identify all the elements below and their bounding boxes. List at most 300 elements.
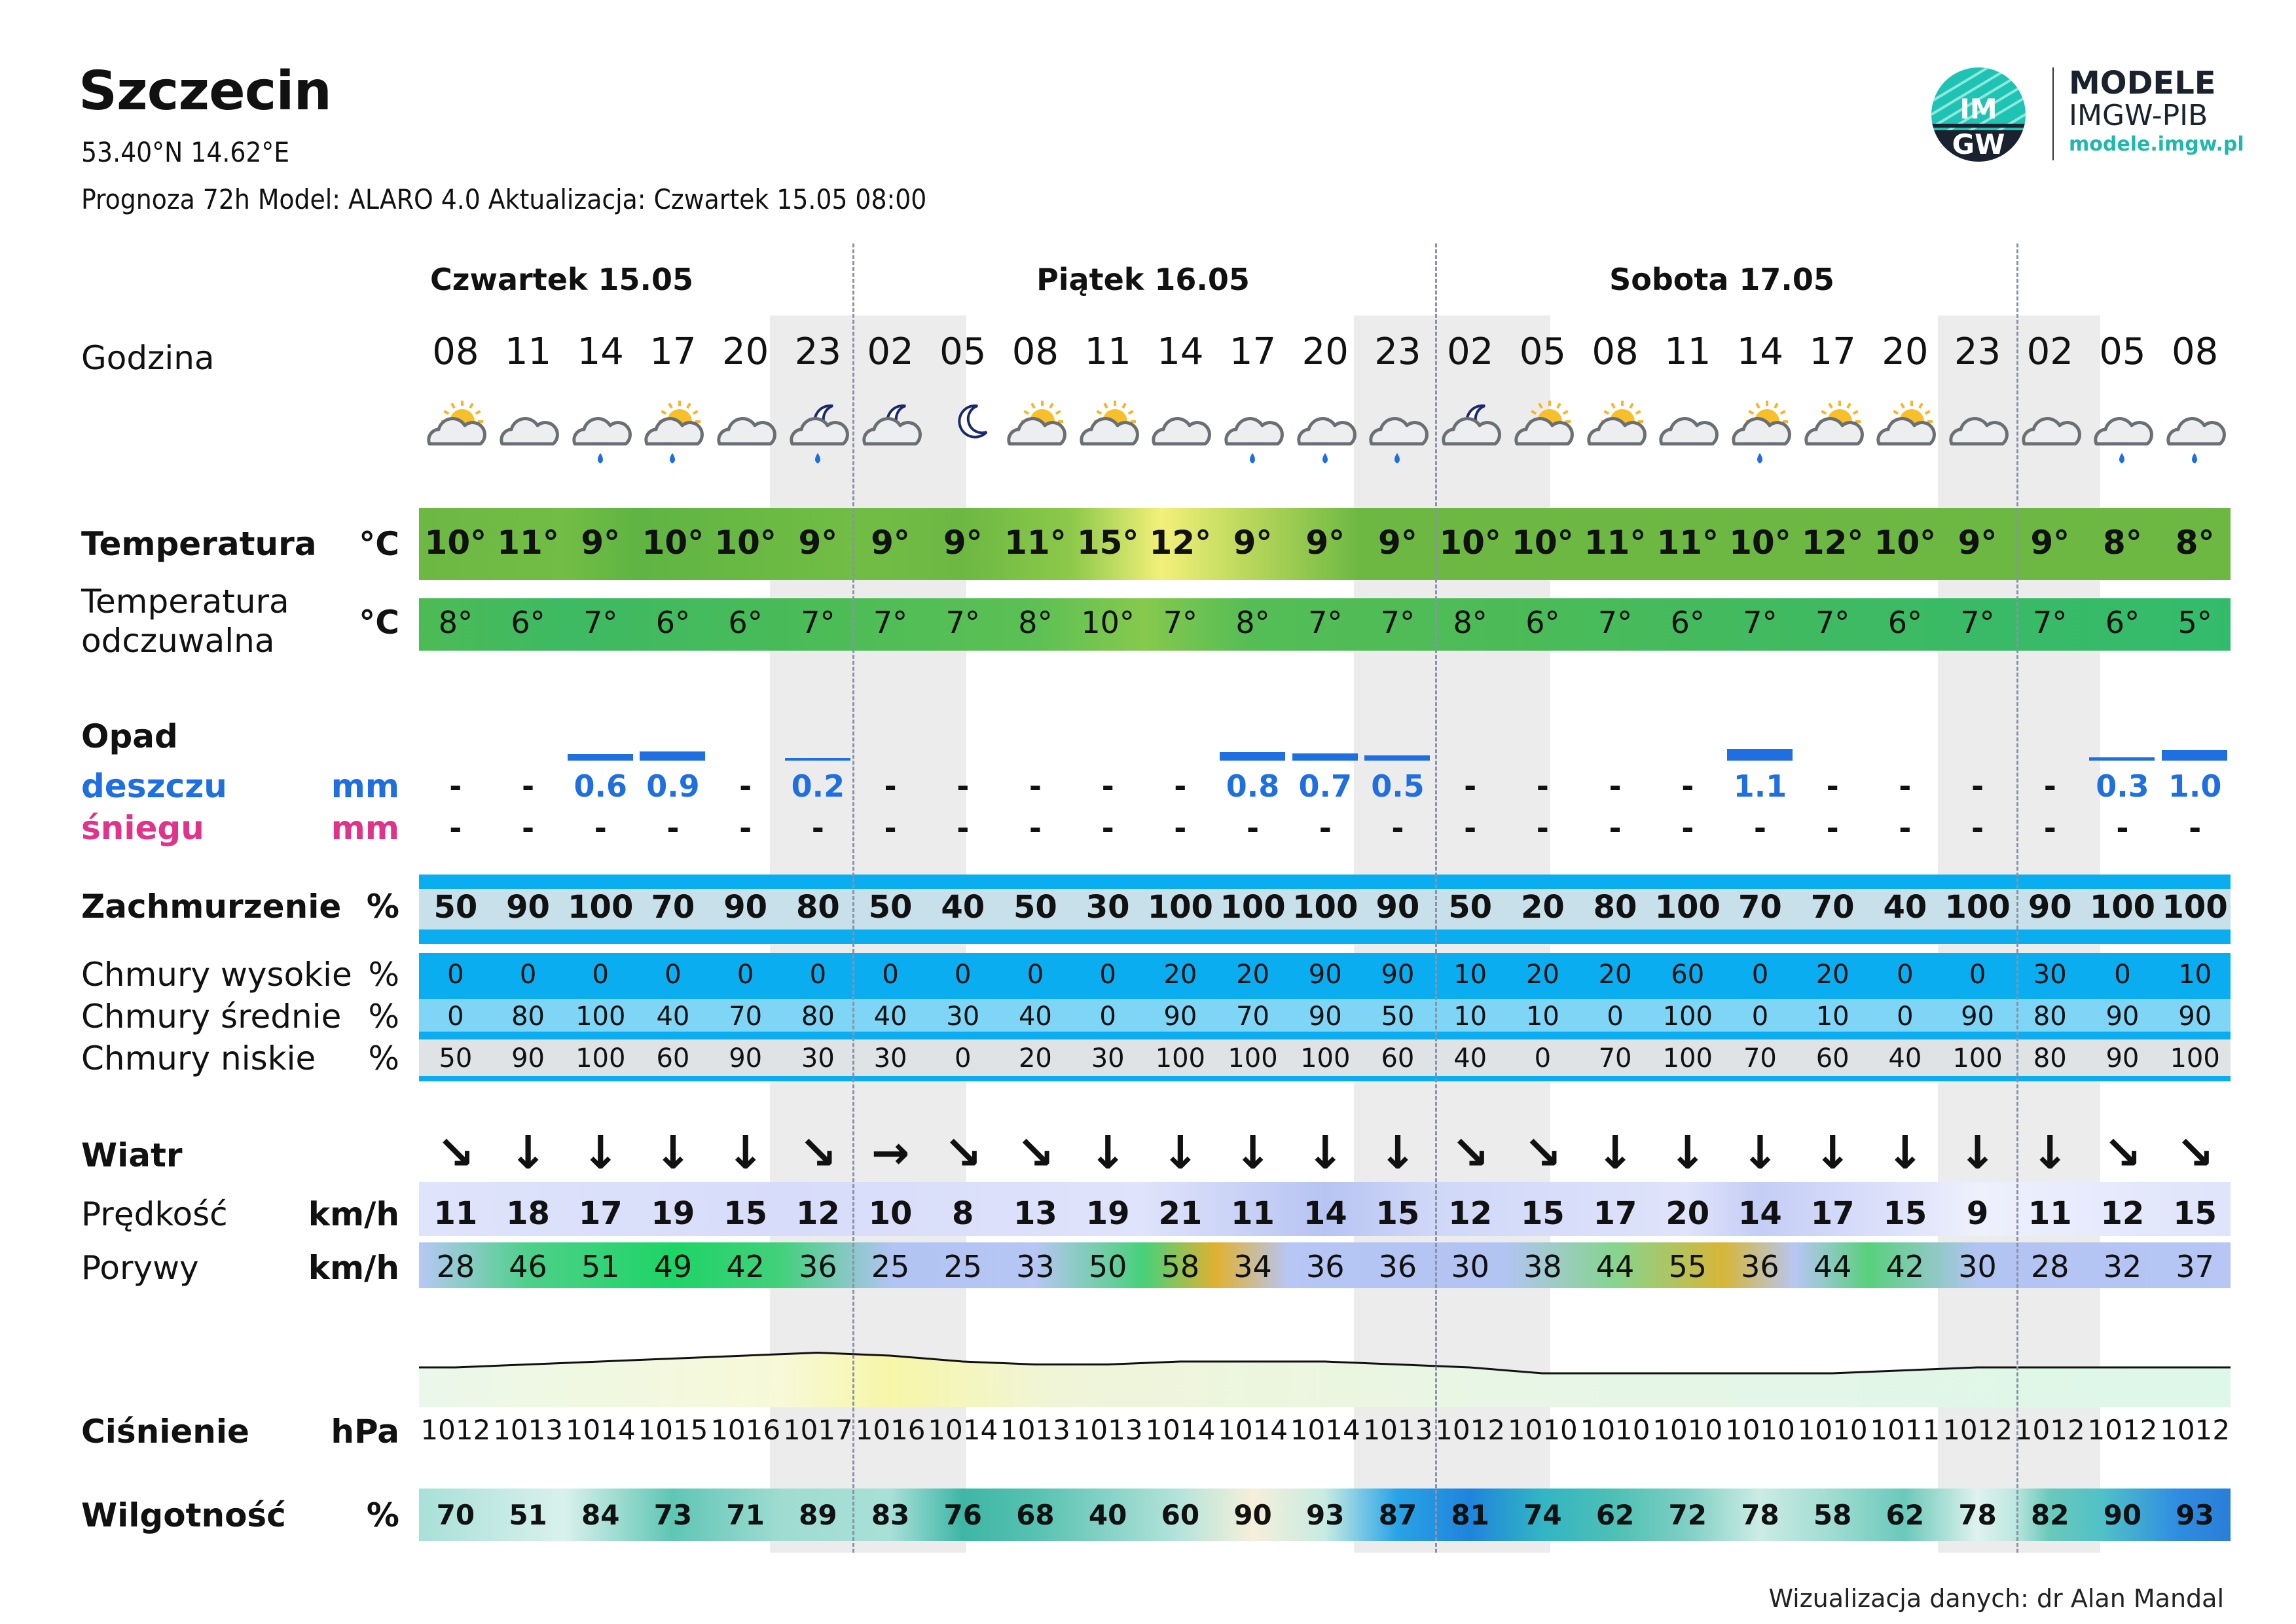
- rain-value: 0.3: [2096, 768, 2149, 804]
- wind-direction-arrow: ↓: [1886, 1126, 1925, 1180]
- pressure-value: 1012: [420, 1414, 491, 1446]
- wind-speed-value: 11: [433, 1195, 478, 1232]
- wind-speed-value: 15: [2173, 1195, 2217, 1232]
- wind-speed-value: 9: [1966, 1195, 1989, 1232]
- temperature-value: 8°: [2103, 524, 2142, 562]
- hour-label: 14: [1157, 331, 1204, 373]
- partly-cloudy-night-rain-icon: [782, 393, 854, 484]
- clouds-high-value: 20: [1163, 960, 1197, 990]
- gusts-value: 25: [871, 1249, 910, 1284]
- hour-label: 08: [432, 331, 479, 373]
- gusts-value: 36: [1741, 1249, 1779, 1284]
- hour-label: 17: [649, 331, 697, 373]
- cloudy-rain-icon: [1289, 393, 1361, 484]
- cloudy-rain-icon: [2159, 393, 2231, 484]
- pressure-value: 1014: [565, 1414, 636, 1446]
- clouds-high-value: 10: [2178, 960, 2212, 990]
- temperature-value: 12°: [1801, 524, 1864, 562]
- wind-speed-value: 15: [723, 1195, 768, 1232]
- coordinates: 53.40°N 14.62°E: [81, 136, 290, 168]
- feels-like-label: Temperatura: [81, 583, 289, 621]
- clouds-value: 90: [2028, 889, 2072, 926]
- humidity-value: 58: [1813, 1499, 1852, 1531]
- snow-value: -: [1029, 810, 1042, 846]
- wind-speed-value: 19: [651, 1195, 695, 1232]
- wind-speed-value: 13: [1013, 1195, 1057, 1232]
- rain-bar: [640, 751, 705, 761]
- pressure-value: 1013: [493, 1414, 563, 1446]
- pressure-unit: hPa: [331, 1413, 399, 1451]
- clouds-high-value: 0: [1897, 960, 1914, 990]
- humidity-value: 78: [1958, 1499, 1997, 1531]
- clouds-low-value: 90: [729, 1043, 763, 1074]
- humidity-value: 89: [799, 1499, 837, 1531]
- humidity-value: 83: [871, 1499, 910, 1531]
- clouds-low-value: 0: [1534, 1043, 1552, 1074]
- gusts-unit: km/h: [308, 1249, 399, 1287]
- clouds-value: 100: [568, 889, 634, 926]
- clouds-value: 100: [2089, 889, 2156, 926]
- pressure-value: 1014: [1145, 1414, 1216, 1446]
- feels-like-value: 6°: [2105, 605, 2140, 640]
- pressure-value: 1012: [2087, 1414, 2158, 1446]
- svg-text:IM: IM: [1959, 93, 1997, 125]
- clouds-mid-value: 0: [1751, 1001, 1769, 1032]
- clouds-low-value: 80: [2033, 1043, 2067, 1074]
- clouds-mid-unit: %: [368, 998, 399, 1036]
- temperature-value: 10°: [1439, 524, 1501, 562]
- rain-value: -: [884, 768, 897, 804]
- humidity-value: 70: [436, 1499, 475, 1531]
- snow-value: -: [1899, 810, 1912, 846]
- feels-like-value: 7°: [873, 605, 908, 640]
- cloudy-icon: [1144, 393, 1216, 484]
- clouds-high-value: 20: [1236, 960, 1269, 990]
- clouds-high-value: 90: [1308, 960, 1342, 990]
- feels-like-value: 7°: [583, 605, 618, 640]
- rain-value: -: [957, 768, 970, 804]
- pressure-value: 1016: [710, 1414, 781, 1446]
- rain-value: -: [1681, 768, 1694, 804]
- rain-value: -: [1826, 768, 1839, 804]
- temp-unit: °C: [359, 525, 399, 563]
- clouds-value: 90: [506, 889, 550, 926]
- wind-direction-arrow: ↓: [1233, 1126, 1272, 1180]
- snow-value: -: [739, 810, 752, 846]
- temperature-value: 12°: [1149, 524, 1212, 562]
- wind-direction-arrow: ↘: [2176, 1126, 2214, 1180]
- clouds-high-value: 60: [1671, 960, 1705, 990]
- feels-like-value: 8°: [438, 605, 473, 640]
- clouds-high-value: 0: [1969, 960, 1986, 990]
- pressure-value: 1012: [1942, 1414, 2013, 1446]
- gusts-value: 30: [1958, 1249, 1997, 1284]
- pressure-graph: [419, 1342, 2231, 1407]
- snow-value: -: [811, 810, 824, 846]
- clouds-value: 100: [1292, 889, 1358, 926]
- wind-direction-arrow: ↘: [1451, 1126, 1489, 1180]
- wind-direction-arrow: ↓: [1378, 1126, 1417, 1180]
- wind-direction-arrow: ↓: [1958, 1126, 1997, 1180]
- clouds-high-value: 20: [1815, 960, 1850, 990]
- pressure-value: 1016: [855, 1414, 926, 1446]
- snow-value: -: [1464, 810, 1477, 846]
- clouds-mid-value: 0: [1607, 1001, 1624, 1032]
- gusts-value: 28: [2030, 1249, 2069, 1284]
- feels-like-value: 10°: [1081, 605, 1135, 640]
- clouds-mid-value: 10: [1525, 1001, 1559, 1032]
- clouds-mid-value: 0: [1897, 1001, 1914, 1032]
- pressure-value: 1010: [1507, 1414, 1578, 1446]
- temperature-value: 11°: [1656, 524, 1719, 562]
- feels-like-value: 7°: [1597, 605, 1633, 640]
- wind-direction-arrow: ↓: [1813, 1126, 1852, 1180]
- hour-label: 02: [2026, 331, 2073, 373]
- clouds-high-value: 0: [1751, 960, 1769, 990]
- wind-direction-arrow: ↓: [1305, 1126, 1345, 1180]
- clouds-low-value: 100: [575, 1043, 626, 1074]
- clouds-high-value: 0: [665, 960, 682, 990]
- hour-label: 08: [2172, 331, 2219, 373]
- gusts-value: 36: [1378, 1249, 1417, 1284]
- sunny-cloud-icon: [1868, 393, 1941, 484]
- clouds-low-value: 60: [1381, 1043, 1415, 1074]
- clouds-high-value: 20: [1525, 960, 1559, 990]
- pressure-value: 1014: [1218, 1414, 1288, 1446]
- humidity-value: 84: [581, 1499, 620, 1531]
- snow-value: -: [1101, 810, 1114, 846]
- wind-speed-value: 17: [578, 1195, 623, 1232]
- sunny-cloud-icon: [1072, 393, 1144, 484]
- partly-cloudy-day-icon: [419, 393, 491, 484]
- pressure-value: 1012: [2014, 1414, 2085, 1446]
- hour-label: 20: [1882, 331, 1929, 373]
- gusts-value: 28: [436, 1249, 475, 1284]
- rain-value: -: [739, 768, 752, 804]
- snow-value: -: [1536, 810, 1549, 846]
- rain-value: -: [1464, 768, 1477, 804]
- pressure-value: 1014: [928, 1414, 998, 1446]
- hour-label: 14: [1736, 331, 1784, 373]
- clear-night-icon: [926, 393, 998, 484]
- wind-speed-value: 18: [506, 1195, 550, 1232]
- clouds-value: 100: [2162, 889, 2228, 926]
- clouds-mid-value: 10: [1815, 1001, 1850, 1032]
- speed-label: Prędkość: [81, 1195, 228, 1233]
- footer-credit: Wizualizacja danych: dr Alan Mandal: [1768, 1584, 2224, 1613]
- clouds-mid-value: 70: [729, 1001, 763, 1032]
- pressure-value: 1010: [1580, 1414, 1650, 1446]
- snow-value: -: [884, 810, 897, 846]
- gusts-value: 42: [1886, 1249, 1925, 1284]
- wind-speed-value: 12: [1448, 1195, 1493, 1232]
- feels-like-value: 7°: [1380, 605, 1415, 640]
- pressure-value: 1012: [1435, 1414, 1506, 1446]
- clouds-low-unit: %: [368, 1039, 399, 1077]
- humidity-value: 72: [1668, 1499, 1707, 1531]
- clouds-mid-value: 90: [1961, 1001, 1994, 1032]
- temperature-value: 9°: [1958, 524, 1997, 562]
- pressure-label: Ciśnienie: [81, 1413, 249, 1451]
- clouds-value: 90: [723, 889, 768, 926]
- feels-like-value: 8°: [1453, 605, 1487, 640]
- feels-like-value: 6°: [1525, 605, 1560, 640]
- clouds-high-value: 0: [592, 960, 609, 990]
- gusts-value: 32: [2103, 1249, 2142, 1284]
- partly-cloudy-night-icon: [854, 393, 926, 484]
- rain-value: -: [1536, 768, 1549, 804]
- pressure-value: 1010: [1797, 1414, 1868, 1446]
- snow-label: śniegu: [81, 809, 204, 847]
- clouds-low-value: 0: [955, 1043, 972, 1074]
- clouds-value: 80: [1593, 889, 1637, 926]
- temperature-value: 10°: [642, 524, 704, 562]
- humidity-value: 93: [1306, 1499, 1345, 1531]
- clouds-mid-value: 30: [946, 1001, 980, 1032]
- feels-like-value: 8°: [1235, 605, 1270, 640]
- wind-direction-arrow: ↘: [2103, 1126, 2142, 1180]
- humidity-value: 71: [726, 1499, 765, 1531]
- hour-label: 17: [1809, 331, 1856, 373]
- temperature-value: 10°: [1512, 524, 1574, 562]
- snow-value: -: [957, 810, 970, 846]
- logo-url: modele.imgw.pl: [2069, 133, 2244, 156]
- clouds-low-value: 100: [2170, 1043, 2220, 1074]
- humidity-value: 60: [1161, 1499, 1200, 1531]
- clouds-value: 100: [1220, 889, 1286, 926]
- hour-label: 23: [1374, 331, 1421, 373]
- feels-like-value: 6°: [655, 605, 691, 640]
- rain-value: -: [449, 768, 462, 804]
- pressure-value: 1011: [1870, 1414, 1941, 1446]
- clouds-high-value: 20: [1598, 960, 1632, 990]
- humidity-value: 82: [2031, 1499, 2069, 1531]
- clouds-mid-value: 40: [1018, 1001, 1052, 1032]
- clouds-value: 40: [1883, 889, 1927, 926]
- snow-value: -: [666, 810, 680, 846]
- hour-label: 17: [1229, 331, 1277, 373]
- humidity-value: 51: [509, 1499, 547, 1531]
- clouds-mid-value: 100: [575, 1001, 626, 1032]
- snow-value: -: [1391, 810, 1404, 846]
- feels-like-value: 6°: [1670, 605, 1705, 640]
- day-title: Sobota 17.05: [1609, 262, 1834, 297]
- wind-speed-value: 19: [1085, 1195, 1130, 1232]
- wind-direction-arrow: ↓: [581, 1126, 620, 1180]
- clouds-value: 50: [1448, 889, 1493, 926]
- clouds-value: 50: [1013, 889, 1057, 926]
- partly-cloudy-day-rain-icon: [636, 393, 708, 484]
- clouds-low-value: 30: [1091, 1043, 1125, 1074]
- gusts-value: 44: [1595, 1249, 1635, 1284]
- cloudy-rain-icon: [1361, 393, 1433, 484]
- rain-value: -: [522, 768, 535, 804]
- wind-direction-arrow: ↓: [1161, 1126, 1200, 1180]
- clouds-mid-value: 80: [2033, 1001, 2067, 1032]
- pressure-value: 1010: [1652, 1414, 1723, 1446]
- wind-speed-value: 14: [1303, 1195, 1347, 1232]
- feels-like-value: 6°: [511, 605, 545, 640]
- humidity-label: Wilgotność: [81, 1496, 286, 1534]
- logo-title: MODELE: [2069, 65, 2216, 101]
- temperature-value: 10°: [1874, 524, 1937, 562]
- wind-direction-arrow: ↓: [726, 1126, 765, 1180]
- clouds-low-value: 60: [1815, 1043, 1850, 1074]
- partly-cloudy-day-icon: [999, 393, 1071, 484]
- wind-direction-arrow: ↓: [1668, 1126, 1707, 1180]
- clouds-high-value: 0: [519, 960, 537, 990]
- feels-like-value: 7°: [945, 605, 980, 640]
- pressure-value: 1013: [1000, 1414, 1070, 1446]
- temperature-value: 10°: [714, 524, 776, 562]
- snow-value: -: [1247, 810, 1260, 846]
- rain-value: -: [2043, 768, 2056, 804]
- temperature-value: 11°: [1004, 524, 1066, 562]
- feels-like-label-2: odczuwalna: [81, 622, 275, 660]
- cloudy-icon: [1941, 393, 2013, 484]
- cloudy-icon: [492, 393, 564, 484]
- day-title: Piątek 16.05: [1036, 262, 1250, 297]
- wind-speed-value: 11: [1231, 1195, 1275, 1232]
- wind-speed-value: 17: [1810, 1195, 1855, 1232]
- wind-direction-arrow: ↓: [1595, 1126, 1635, 1180]
- temperature-value: 15°: [1076, 524, 1139, 562]
- wind-label: Wiatr: [81, 1136, 183, 1174]
- pressure-value: 1017: [782, 1414, 853, 1446]
- wind-direction-arrow: ↓: [1088, 1126, 1127, 1180]
- wind-direction-arrow: ↘: [1016, 1126, 1055, 1180]
- wind-direction-arrow: →: [871, 1126, 910, 1180]
- clouds-value: 30: [1085, 889, 1130, 926]
- clouds-value: 70: [651, 889, 695, 926]
- wind-speed-value: 21: [1158, 1195, 1203, 1232]
- partly-cloudy-day-icon: [1579, 393, 1651, 484]
- clouds-value: 100: [1944, 889, 2011, 926]
- rain-value: -: [1971, 768, 1984, 804]
- hour-label: 11: [504, 331, 552, 373]
- pressure-value: 1015: [638, 1414, 708, 1446]
- wind-speed-value: 14: [1738, 1195, 1782, 1232]
- gusts-value: 36: [799, 1249, 837, 1284]
- clouds-value: 20: [1520, 889, 1565, 926]
- gusts-label: Porywy: [81, 1249, 199, 1287]
- snow-value: -: [1826, 810, 1839, 846]
- clouds-high-value: 10: [1453, 960, 1487, 990]
- wind-direction-arrow: ↘: [943, 1126, 983, 1180]
- snow-value: -: [1753, 810, 1766, 846]
- snow-value: -: [449, 810, 462, 846]
- clouds-low-value: 100: [1662, 1043, 1713, 1074]
- gusts-value: 49: [653, 1249, 693, 1284]
- gusts-value: 36: [1305, 1249, 1345, 1284]
- wind-speed-value: 12: [2100, 1195, 2145, 1232]
- wind-direction-arrow: ↓: [509, 1126, 547, 1180]
- humidity-value: 93: [2176, 1499, 2214, 1531]
- pressure-value: 1013: [1362, 1414, 1433, 1446]
- humidity-value: 62: [1595, 1499, 1635, 1531]
- snow-value: -: [1609, 810, 1622, 846]
- clouds-mid-value: 0: [1099, 1001, 1116, 1032]
- clouds-high-value: 90: [1381, 960, 1415, 990]
- rain-value: -: [1174, 768, 1187, 804]
- rain-value: 0.2: [791, 768, 845, 804]
- temperature-value: 9°: [1305, 524, 1345, 562]
- snow-value: -: [1319, 810, 1332, 846]
- clouds-value: 100: [1147, 889, 1213, 926]
- clouds-mid-value: 90: [2178, 1001, 2212, 1032]
- forecast-info: Prognoza 72h Model: ALARO 4.0 Aktualizacja: Czwartek 15.05 08:00: [81, 183, 927, 215]
- clouds-value: 50: [433, 889, 478, 926]
- wind-speed-value: 10: [868, 1195, 913, 1232]
- feels-like-value: 7°: [1960, 605, 1995, 640]
- pressure-value: 1010: [1724, 1414, 1795, 1446]
- hour-label: 05: [939, 331, 987, 373]
- humidity-value: 40: [1088, 1499, 1127, 1531]
- hour-label: 14: [577, 331, 624, 373]
- temperature-value: 8°: [2175, 524, 2215, 562]
- temperature-value: 9°: [1378, 524, 1417, 562]
- hour-label: 23: [1954, 331, 2001, 373]
- snow-value: -: [2189, 810, 2202, 846]
- rain-label: deszczu: [81, 767, 227, 805]
- city-title: Szczecin: [79, 60, 331, 122]
- hour-label: 11: [1084, 331, 1131, 373]
- hour-label: 20: [1302, 331, 1349, 373]
- wind-direction-arrow: ↓: [653, 1126, 693, 1180]
- rain-value: -: [1899, 768, 1912, 804]
- imgw-logo[interactable]: [1931, 62, 2244, 167]
- rain-value: 1.0: [2168, 768, 2222, 804]
- sunny-cloud-icon: [1506, 393, 1578, 484]
- gusts-value: 51: [581, 1249, 620, 1284]
- pressure-value: 1012: [2160, 1414, 2231, 1446]
- clouds-low-value: 100: [1228, 1043, 1278, 1074]
- gusts-value: 37: [2176, 1249, 2214, 1284]
- clouds-high-value: 0: [737, 960, 754, 990]
- clouds-high-value: 30: [2033, 960, 2067, 990]
- rain-value: 0.8: [1226, 768, 1280, 804]
- cloudy-icon: [709, 393, 781, 484]
- clouds-label: Zachmurzenie: [81, 888, 342, 926]
- hour-label: Godzina: [81, 339, 215, 377]
- clouds-mid-value: 80: [511, 1001, 545, 1032]
- rain-bar: [2162, 750, 2227, 761]
- feels-like-value: 7°: [2033, 605, 2068, 640]
- clouds-high-value: 0: [882, 960, 899, 990]
- clouds-low-value: 100: [1155, 1043, 1206, 1074]
- clouds-mid-value: 10: [1453, 1001, 1487, 1032]
- feels-like-value: 6°: [1887, 605, 1922, 640]
- clouds-high-value: 0: [1099, 960, 1116, 990]
- feels-like-value: 7°: [1163, 605, 1197, 640]
- rain-value: 0.6: [574, 768, 627, 804]
- clouds-mid-value: 40: [873, 1001, 907, 1032]
- rain-unit: mm: [331, 767, 399, 805]
- wind-direction-arrow: ↓: [1741, 1126, 1779, 1180]
- cloudy-icon: [1651, 393, 1723, 484]
- clouds-high-value: 0: [809, 960, 827, 990]
- wind-speed-value: 15: [1883, 1195, 1927, 1232]
- rain-value: 1.1: [1733, 768, 1787, 804]
- clouds-low-value: 30: [801, 1043, 835, 1074]
- feels-like-value: 5°: [2178, 605, 2212, 640]
- speed-unit: km/h: [308, 1195, 399, 1233]
- clouds-mid-value: 50: [1381, 1001, 1415, 1032]
- temperature-value: 11°: [497, 524, 559, 562]
- clouds-low-value: 70: [1598, 1043, 1632, 1074]
- clouds-low-value: 100: [1952, 1043, 2003, 1074]
- clouds-low-value: 60: [656, 1043, 690, 1074]
